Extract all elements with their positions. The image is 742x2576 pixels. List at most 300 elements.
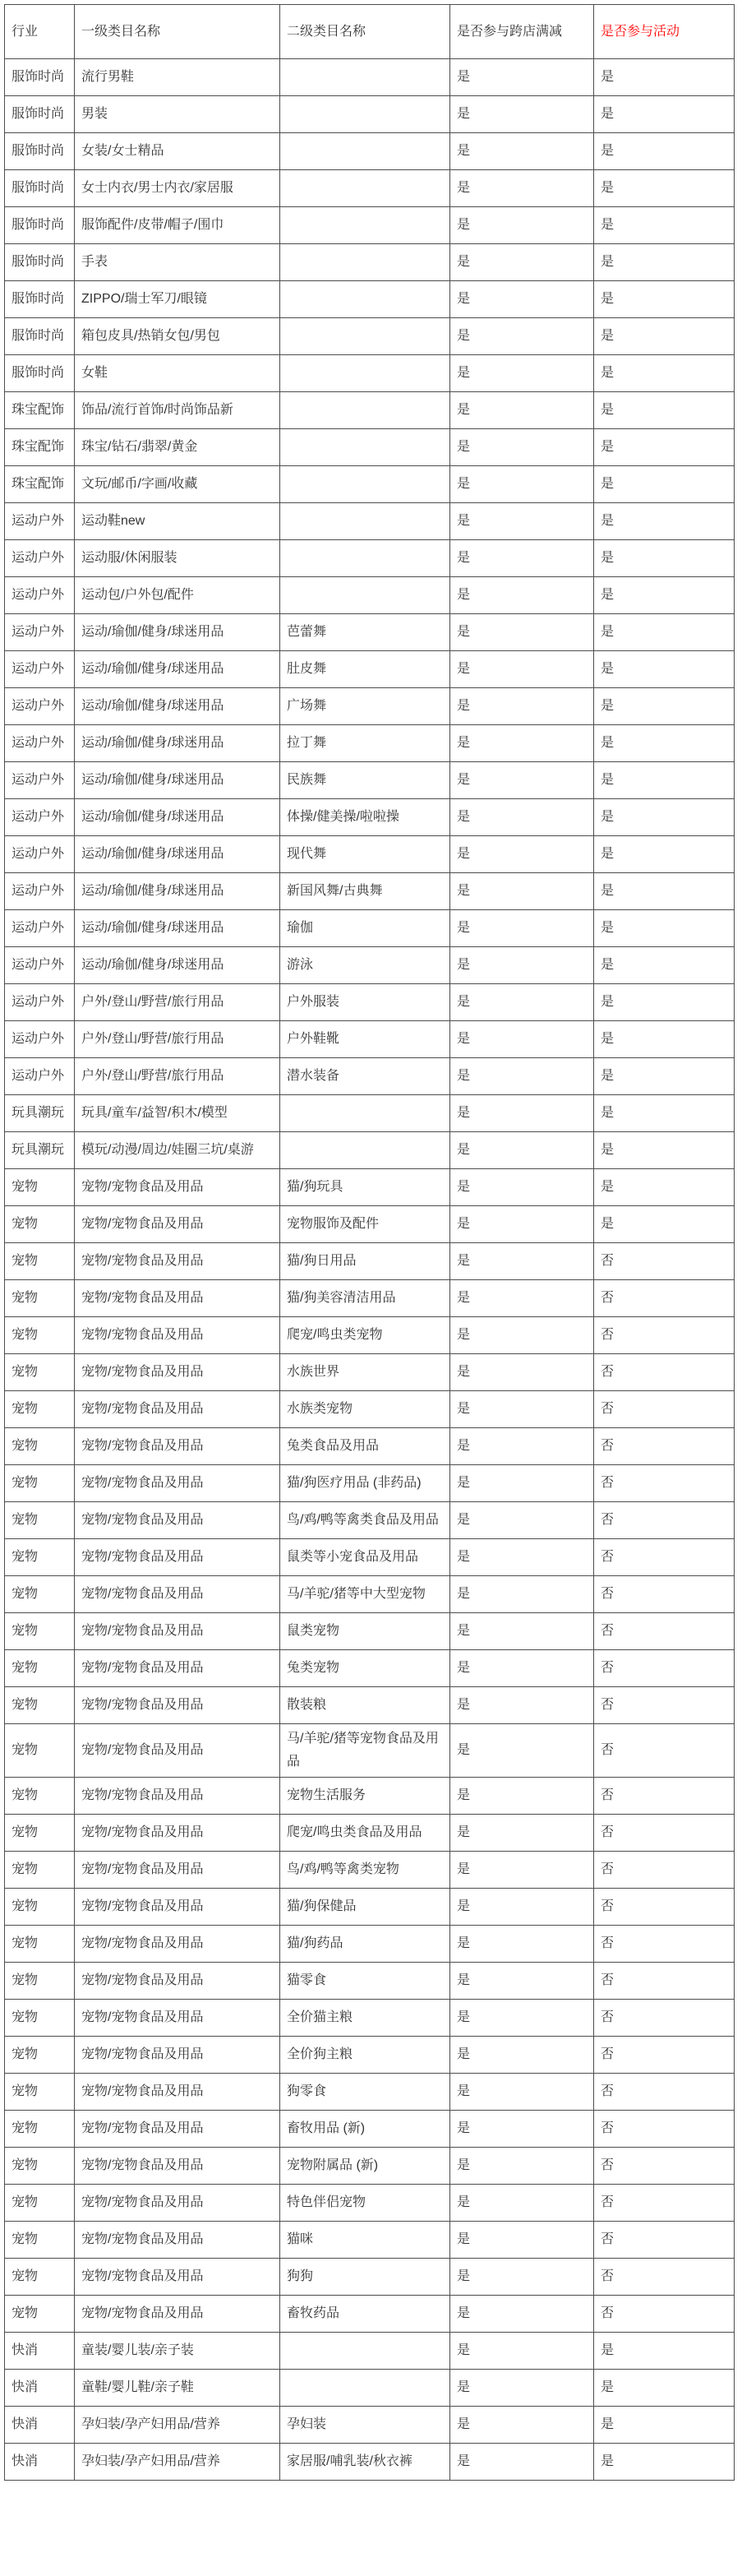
- cell-level2-category: 潜水装备: [280, 1058, 450, 1095]
- cell-industry: 宠物: [5, 1852, 75, 1889]
- cell-activity: 否: [594, 1391, 735, 1428]
- cell-level1-category: 手表: [75, 244, 280, 281]
- cell-industry: 宠物: [5, 2259, 75, 2296]
- cell-level1-category: 孕妇装/孕产妇用品/营养: [75, 2407, 280, 2444]
- cell-level1-category: 运动包/户外包/配件: [75, 577, 280, 614]
- table-row: [5, 1815, 735, 1852]
- cell-industry: 运动户外: [5, 1021, 75, 1058]
- cell-level2-category: 体操/健美操/啦啦操: [280, 799, 450, 836]
- table-row: [5, 2074, 735, 2111]
- table-row: [5, 688, 735, 725]
- table-row: [5, 2185, 735, 2222]
- cell-cross-store-discount: 是: [450, 1724, 594, 1778]
- cell-level2-category: 现代舞: [280, 836, 450, 873]
- cell-level1-category: 运动/瑜伽/健身/球迷用品: [75, 947, 280, 984]
- cell-activity: 是: [594, 651, 735, 688]
- cell-level2-category: [280, 59, 450, 96]
- cell-level2-category: 狗零食: [280, 2074, 450, 2111]
- cell-activity: 是: [594, 873, 735, 910]
- cell-cross-store-discount: 是: [450, 1502, 594, 1539]
- cell-level2-category: 畜牧用品 (新): [280, 2111, 450, 2148]
- cell-activity: 否: [594, 1243, 735, 1280]
- cell-cross-store-discount: 是: [450, 725, 594, 762]
- table-row: [5, 1687, 735, 1724]
- cell-level2-category: 游泳: [280, 947, 450, 984]
- cell-cross-store-discount: 是: [450, 577, 594, 614]
- cell-level2-category: 猫零食: [280, 1963, 450, 2000]
- cell-industry: 运动户外: [5, 984, 75, 1021]
- cell-level1-category: 宠物/宠物食品及用品: [75, 1317, 280, 1354]
- cell-industry: 宠物: [5, 1576, 75, 1613]
- cell-cross-store-discount: 是: [450, 1169, 594, 1206]
- cell-activity: 是: [594, 1132, 735, 1169]
- cell-cross-store-discount: 是: [450, 2370, 594, 2407]
- cell-level1-category: 户外/登山/野营/旅行用品: [75, 1058, 280, 1095]
- cell-cross-store-discount: 是: [450, 947, 594, 984]
- cell-level2-category: 广场舞: [280, 688, 450, 725]
- cell-cross-store-discount: 是: [450, 1576, 594, 1613]
- cell-cross-store-discount: 是: [450, 873, 594, 910]
- cell-industry: 宠物: [5, 1280, 75, 1317]
- cell-level2-category: 猫/狗医疗用品 (非药品): [280, 1465, 450, 1502]
- cell-level1-category: 箱包皮具/热销女包/男包: [75, 318, 280, 355]
- cell-cross-store-discount: 是: [450, 614, 594, 651]
- table-body: [5, 59, 735, 2481]
- table-row: [5, 1852, 735, 1889]
- cell-cross-store-discount: 是: [450, 1317, 594, 1354]
- cell-industry: 宠物: [5, 2222, 75, 2259]
- cell-activity: 否: [594, 1650, 735, 1687]
- table-row: [5, 1428, 735, 1465]
- cell-cross-store-discount: 是: [450, 2444, 594, 2481]
- cell-level1-category: 孕妇装/孕产妇用品/营养: [75, 2444, 280, 2481]
- column-header-industry: 行业: [5, 5, 75, 59]
- cell-level2-category: [280, 429, 450, 466]
- cell-cross-store-discount: 是: [450, 1889, 594, 1926]
- cell-level1-category: 珠宝/钻石/翡翠/黄金: [75, 429, 280, 466]
- cell-industry: 快消: [5, 2407, 75, 2444]
- table-row: [5, 577, 735, 614]
- cell-activity: 否: [594, 1613, 735, 1650]
- cell-level2-category: 狗狗: [280, 2259, 450, 2296]
- cell-level2-category: 新国风舞/古典舞: [280, 873, 450, 910]
- cell-level2-category: 水族类宠物: [280, 1391, 450, 1428]
- cell-industry: 宠物: [5, 1889, 75, 1926]
- cell-activity: 是: [594, 244, 735, 281]
- table-row: [5, 170, 735, 207]
- cell-cross-store-discount: 是: [450, 466, 594, 503]
- cell-activity: 否: [594, 2222, 735, 2259]
- cell-level1-category: 运动/瑜伽/健身/球迷用品: [75, 651, 280, 688]
- cell-level1-category: 宠物/宠物食品及用品: [75, 1889, 280, 1926]
- cell-level2-category: [280, 577, 450, 614]
- cell-cross-store-discount: 是: [450, 281, 594, 318]
- cell-cross-store-discount: 是: [450, 2037, 594, 2074]
- cell-activity: 是: [594, 984, 735, 1021]
- cell-activity: 是: [594, 466, 735, 503]
- cell-level1-category: 模玩/动漫/周边/娃圈三坑/桌游: [75, 1132, 280, 1169]
- table-row: [5, 466, 735, 503]
- cell-cross-store-discount: 是: [450, 1428, 594, 1465]
- cell-level1-category: 玩具/童车/益智/积木/模型: [75, 1095, 280, 1132]
- cell-activity: 是: [594, 910, 735, 947]
- cell-level2-category: [280, 2333, 450, 2370]
- cell-level1-category: 宠物/宠物食品及用品: [75, 1539, 280, 1576]
- cell-industry: 服饰时尚: [5, 244, 75, 281]
- table-row: [5, 1778, 735, 1815]
- cell-level2-category: 瑜伽: [280, 910, 450, 947]
- cell-industry: 宠物: [5, 2185, 75, 2222]
- cell-cross-store-discount: 是: [450, 1926, 594, 1963]
- cell-activity: 否: [594, 2185, 735, 2222]
- cell-level1-category: 宠物/宠物食品及用品: [75, 1576, 280, 1613]
- cell-activity: 是: [594, 281, 735, 318]
- cell-level1-category: 宠物/宠物食品及用品: [75, 1206, 280, 1243]
- cell-cross-store-discount: 是: [450, 2000, 594, 2037]
- cell-activity: 是: [594, 318, 735, 355]
- cell-industry: 宠物: [5, 2111, 75, 2148]
- cell-industry: 服饰时尚: [5, 207, 75, 244]
- cell-level1-category: 运动/瑜伽/健身/球迷用品: [75, 762, 280, 799]
- cell-level1-category: 宠物/宠物食品及用品: [75, 2111, 280, 2148]
- cell-activity: 是: [594, 1169, 735, 1206]
- cell-activity: 是: [594, 725, 735, 762]
- cell-industry: 运动户外: [5, 503, 75, 540]
- cell-cross-store-discount: 是: [450, 207, 594, 244]
- cell-level2-category: [280, 133, 450, 170]
- cell-industry: 宠物: [5, 1465, 75, 1502]
- table-row: [5, 207, 735, 244]
- table-row: [5, 1539, 735, 1576]
- table-row: [5, 281, 735, 318]
- cell-cross-store-discount: 是: [450, 1354, 594, 1391]
- cell-industry: 珠宝配饰: [5, 429, 75, 466]
- table-row: [5, 96, 735, 133]
- cell-level2-category: 民族舞: [280, 762, 450, 799]
- table-row: [5, 540, 735, 577]
- cell-cross-store-discount: 是: [450, 1778, 594, 1815]
- cell-activity: 是: [594, 1021, 735, 1058]
- cell-industry: 宠物: [5, 1815, 75, 1852]
- cell-cross-store-discount: 是: [450, 2407, 594, 2444]
- cell-activity: 否: [594, 1889, 735, 1926]
- cell-level1-category: 宠物/宠物食品及用品: [75, 2296, 280, 2333]
- table-row: [5, 392, 735, 429]
- cell-level1-category: 童鞋/婴儿鞋/亲子鞋: [75, 2370, 280, 2407]
- cell-cross-store-discount: 是: [450, 1687, 594, 1724]
- cell-cross-store-discount: 是: [450, 1132, 594, 1169]
- cell-industry: 宠物: [5, 1502, 75, 1539]
- table-row: [5, 2111, 735, 2148]
- cell-industry: 运动户外: [5, 725, 75, 762]
- cell-industry: 宠物: [5, 1778, 75, 1815]
- cell-level1-category: 运动/瑜伽/健身/球迷用品: [75, 725, 280, 762]
- cell-level1-category: 宠物/宠物食品及用品: [75, 2037, 280, 2074]
- table-row: [5, 1650, 735, 1687]
- cell-level1-category: 宠物/宠物食品及用品: [75, 1650, 280, 1687]
- cell-activity: 是: [594, 133, 735, 170]
- cell-cross-store-discount: 是: [450, 503, 594, 540]
- cell-level1-category: 女士内衣/男士内衣/家居服: [75, 170, 280, 207]
- table-row: [5, 1095, 735, 1132]
- cell-level2-category: 宠物服饰及配件: [280, 1206, 450, 1243]
- cell-cross-store-discount: 是: [450, 133, 594, 170]
- category-table: [4, 4, 735, 2481]
- cell-level1-category: 宠物/宠物食品及用品: [75, 1926, 280, 1963]
- cell-industry: 宠物: [5, 1650, 75, 1687]
- cell-level1-category: 宠物/宠物食品及用品: [75, 1391, 280, 1428]
- cell-activity: 否: [594, 2296, 735, 2333]
- cell-cross-store-discount: 是: [450, 984, 594, 1021]
- cell-industry: 服饰时尚: [5, 170, 75, 207]
- cell-cross-store-discount: 是: [450, 1963, 594, 2000]
- table-row: [5, 1021, 735, 1058]
- table-row: [5, 2037, 735, 2074]
- cell-level1-category: 运动/瑜伽/健身/球迷用品: [75, 836, 280, 873]
- cell-activity: 否: [594, 1354, 735, 1391]
- cell-level2-category: 特色伴侣宠物: [280, 2185, 450, 2222]
- cell-level1-category: 宠物/宠物食品及用品: [75, 1613, 280, 1650]
- table-row: [5, 2370, 735, 2407]
- cell-cross-store-discount: 是: [450, 1243, 594, 1280]
- cell-level1-category: 宠物/宠物食品及用品: [75, 1428, 280, 1465]
- table-row: [5, 1502, 735, 1539]
- cell-industry: 服饰时尚: [5, 355, 75, 392]
- cell-activity: 是: [594, 614, 735, 651]
- cell-level2-category: [280, 281, 450, 318]
- table-row: [5, 244, 735, 281]
- cell-level2-category: [280, 207, 450, 244]
- cell-cross-store-discount: 是: [450, 1058, 594, 1095]
- cell-industry: 运动户外: [5, 540, 75, 577]
- cell-industry: 服饰时尚: [5, 318, 75, 355]
- cell-level1-category: 宠物/宠物食品及用品: [75, 1243, 280, 1280]
- cell-level1-category: 运动/瑜伽/健身/球迷用品: [75, 614, 280, 651]
- table-row: [5, 2333, 735, 2370]
- cell-cross-store-discount: 是: [450, 762, 594, 799]
- cell-cross-store-discount: 是: [450, 1021, 594, 1058]
- cell-level2-category: 猫/狗日用品: [280, 1243, 450, 1280]
- cell-cross-store-discount: 是: [450, 1613, 594, 1650]
- cell-cross-store-discount: 是: [450, 651, 594, 688]
- cell-industry: 宠物: [5, 1687, 75, 1724]
- cell-industry: 宠物: [5, 2000, 75, 2037]
- cell-level2-category: 拉丁舞: [280, 725, 450, 762]
- header-row: [5, 5, 735, 59]
- cell-level1-category: 流行男鞋: [75, 59, 280, 96]
- cell-activity: 否: [594, 1502, 735, 1539]
- cell-activity: 否: [594, 1815, 735, 1852]
- cell-activity: 否: [594, 2111, 735, 2148]
- column-header-cross-store-discount: 是否参与跨店满减: [450, 5, 594, 59]
- cell-level1-category: 宠物/宠物食品及用品: [75, 1354, 280, 1391]
- cell-industry: 玩具潮玩: [5, 1095, 75, 1132]
- cell-level2-category: 马/羊驼/猪等中大型宠物: [280, 1576, 450, 1613]
- cell-activity: 是: [594, 2444, 735, 2481]
- table-row: [5, 503, 735, 540]
- table-row: [5, 318, 735, 355]
- cell-cross-store-discount: 是: [450, 355, 594, 392]
- cell-level2-category: [280, 1132, 450, 1169]
- cell-cross-store-discount: 是: [450, 1206, 594, 1243]
- cell-level1-category: 宠物/宠物食品及用品: [75, 2185, 280, 2222]
- cell-level2-category: [280, 1095, 450, 1132]
- cell-cross-store-discount: 是: [450, 318, 594, 355]
- table-row: [5, 1317, 735, 1354]
- cell-level2-category: 全价猫主粮: [280, 2000, 450, 2037]
- cell-level1-category: 童装/婴儿装/亲子装: [75, 2333, 280, 2370]
- cell-cross-store-discount: 是: [450, 244, 594, 281]
- cell-industry: 宠物: [5, 1428, 75, 1465]
- cell-industry: 宠物: [5, 1354, 75, 1391]
- cell-level1-category: 宠物/宠物食品及用品: [75, 1687, 280, 1724]
- cell-cross-store-discount: 是: [450, 392, 594, 429]
- cell-level1-category: 运动/瑜伽/健身/球迷用品: [75, 873, 280, 910]
- cell-cross-store-discount: 是: [450, 799, 594, 836]
- cell-cross-store-discount: 是: [450, 2185, 594, 2222]
- cell-level2-category: [280, 540, 450, 577]
- cell-activity: 是: [594, 2370, 735, 2407]
- cell-level1-category: 宠物/宠物食品及用品: [75, 1963, 280, 2000]
- cell-cross-store-discount: 是: [450, 910, 594, 947]
- cell-cross-store-discount: 是: [450, 96, 594, 133]
- table-row: [5, 1354, 735, 1391]
- cell-level2-category: [280, 2370, 450, 2407]
- table-row: [5, 762, 735, 799]
- cell-activity: 是: [594, 762, 735, 799]
- cell-level2-category: [280, 503, 450, 540]
- cell-cross-store-discount: 是: [450, 429, 594, 466]
- cell-level1-category: 户外/登山/野营/旅行用品: [75, 1021, 280, 1058]
- cell-level1-category: 宠物/宠物食品及用品: [75, 2222, 280, 2259]
- table-row: [5, 133, 735, 170]
- table-row: [5, 1243, 735, 1280]
- table-row: [5, 614, 735, 651]
- table-row: [5, 1963, 735, 2000]
- cell-level2-category: 家居服/哺乳装/秋衣裤: [280, 2444, 450, 2481]
- column-header-level1-category: 一级类目名称: [75, 5, 280, 59]
- column-header-level2-category: 二级类目名称: [280, 5, 450, 59]
- cell-level2-category: [280, 318, 450, 355]
- table-row: [5, 2259, 735, 2296]
- cell-activity: 否: [594, 1778, 735, 1815]
- cell-industry: 服饰时尚: [5, 59, 75, 96]
- cell-level2-category: 鸟/鸡/鸭等禽类食品及用品: [280, 1502, 450, 1539]
- cell-industry: 宠物: [5, 1317, 75, 1354]
- cell-industry: 运动户外: [5, 577, 75, 614]
- table-row: [5, 2296, 735, 2333]
- cell-activity: 是: [594, 355, 735, 392]
- table-row: [5, 2222, 735, 2259]
- table-row: [5, 651, 735, 688]
- cell-industry: 运动户外: [5, 947, 75, 984]
- cell-industry: 宠物: [5, 1539, 75, 1576]
- table-row: [5, 2000, 735, 2037]
- cell-activity: 是: [594, 392, 735, 429]
- cell-activity: 是: [594, 503, 735, 540]
- table-row: [5, 429, 735, 466]
- cell-level2-category: [280, 244, 450, 281]
- table-row: [5, 1206, 735, 1243]
- cell-level2-category: 鼠类宠物: [280, 1613, 450, 1650]
- cell-cross-store-discount: 是: [450, 2111, 594, 2148]
- table-row: [5, 59, 735, 96]
- table-row: [5, 836, 735, 873]
- cell-industry: 服饰时尚: [5, 96, 75, 133]
- cell-level1-category: 宠物/宠物食品及用品: [75, 1815, 280, 1852]
- column-header-activity: 是否参与活动: [594, 5, 735, 59]
- cell-industry: 宠物: [5, 2037, 75, 2074]
- cell-activity: 否: [594, 1539, 735, 1576]
- cell-level1-category: 宠物/宠物食品及用品: [75, 2259, 280, 2296]
- cell-industry: 运动户外: [5, 688, 75, 725]
- cell-industry: 快消: [5, 2444, 75, 2481]
- cell-level2-category: [280, 392, 450, 429]
- cell-activity: 否: [594, 1280, 735, 1317]
- cell-activity: 是: [594, 577, 735, 614]
- cell-activity: 是: [594, 429, 735, 466]
- table-row: [5, 1132, 735, 1169]
- cell-industry: 珠宝配饰: [5, 466, 75, 503]
- cell-level2-category: [280, 466, 450, 503]
- cell-industry: 宠物: [5, 1169, 75, 1206]
- cell-activity: 是: [594, 836, 735, 873]
- cell-level1-category: 运动/瑜伽/健身/球迷用品: [75, 799, 280, 836]
- cell-level1-category: 文玩/邮币/字画/收藏: [75, 466, 280, 503]
- table-row: [5, 1058, 735, 1095]
- table-row: [5, 1613, 735, 1650]
- cell-industry: 宠物: [5, 2148, 75, 2185]
- cell-level2-category: [280, 355, 450, 392]
- cell-cross-store-discount: 是: [450, 2148, 594, 2185]
- cell-level2-category: 猫/狗药品: [280, 1926, 450, 1963]
- table-row: [5, 725, 735, 762]
- table-header: [5, 5, 735, 59]
- cell-cross-store-discount: 是: [450, 2259, 594, 2296]
- cell-level1-category: 宠物/宠物食品及用品: [75, 1169, 280, 1206]
- cell-industry: 服饰时尚: [5, 133, 75, 170]
- cell-level2-category: 肚皮舞: [280, 651, 450, 688]
- table-row: [5, 947, 735, 984]
- cell-level2-category: 宠物生活服务: [280, 1778, 450, 1815]
- cell-activity: 是: [594, 1095, 735, 1132]
- cell-activity: 否: [594, 1576, 735, 1613]
- cell-level1-category: 宠物/宠物食品及用品: [75, 2148, 280, 2185]
- cell-cross-store-discount: 是: [450, 2222, 594, 2259]
- table-row: [5, 1465, 735, 1502]
- cell-cross-store-discount: 是: [450, 688, 594, 725]
- cell-cross-store-discount: 是: [450, 836, 594, 873]
- table-row: [5, 1391, 735, 1428]
- cell-activity: 是: [594, 1058, 735, 1095]
- cell-industry: 运动户外: [5, 762, 75, 799]
- cell-level1-category: 宠物/宠物食品及用品: [75, 1724, 280, 1778]
- table-row: [5, 984, 735, 1021]
- cell-level1-category: 女鞋: [75, 355, 280, 392]
- cell-industry: 运动户外: [5, 836, 75, 873]
- cell-activity: 否: [594, 2148, 735, 2185]
- cell-activity: 是: [594, 688, 735, 725]
- cell-industry: 宠物: [5, 1391, 75, 1428]
- cell-cross-store-discount: 是: [450, 1650, 594, 1687]
- cell-cross-store-discount: 是: [450, 2333, 594, 2370]
- cell-level2-category: 户外服装: [280, 984, 450, 1021]
- cell-activity: 否: [594, 1852, 735, 1889]
- cell-level1-category: 宠物/宠物食品及用品: [75, 1465, 280, 1502]
- cell-industry: 运动户外: [5, 614, 75, 651]
- cell-activity: 是: [594, 207, 735, 244]
- cell-level1-category: 服饰配件/皮带/帽子/围巾: [75, 207, 280, 244]
